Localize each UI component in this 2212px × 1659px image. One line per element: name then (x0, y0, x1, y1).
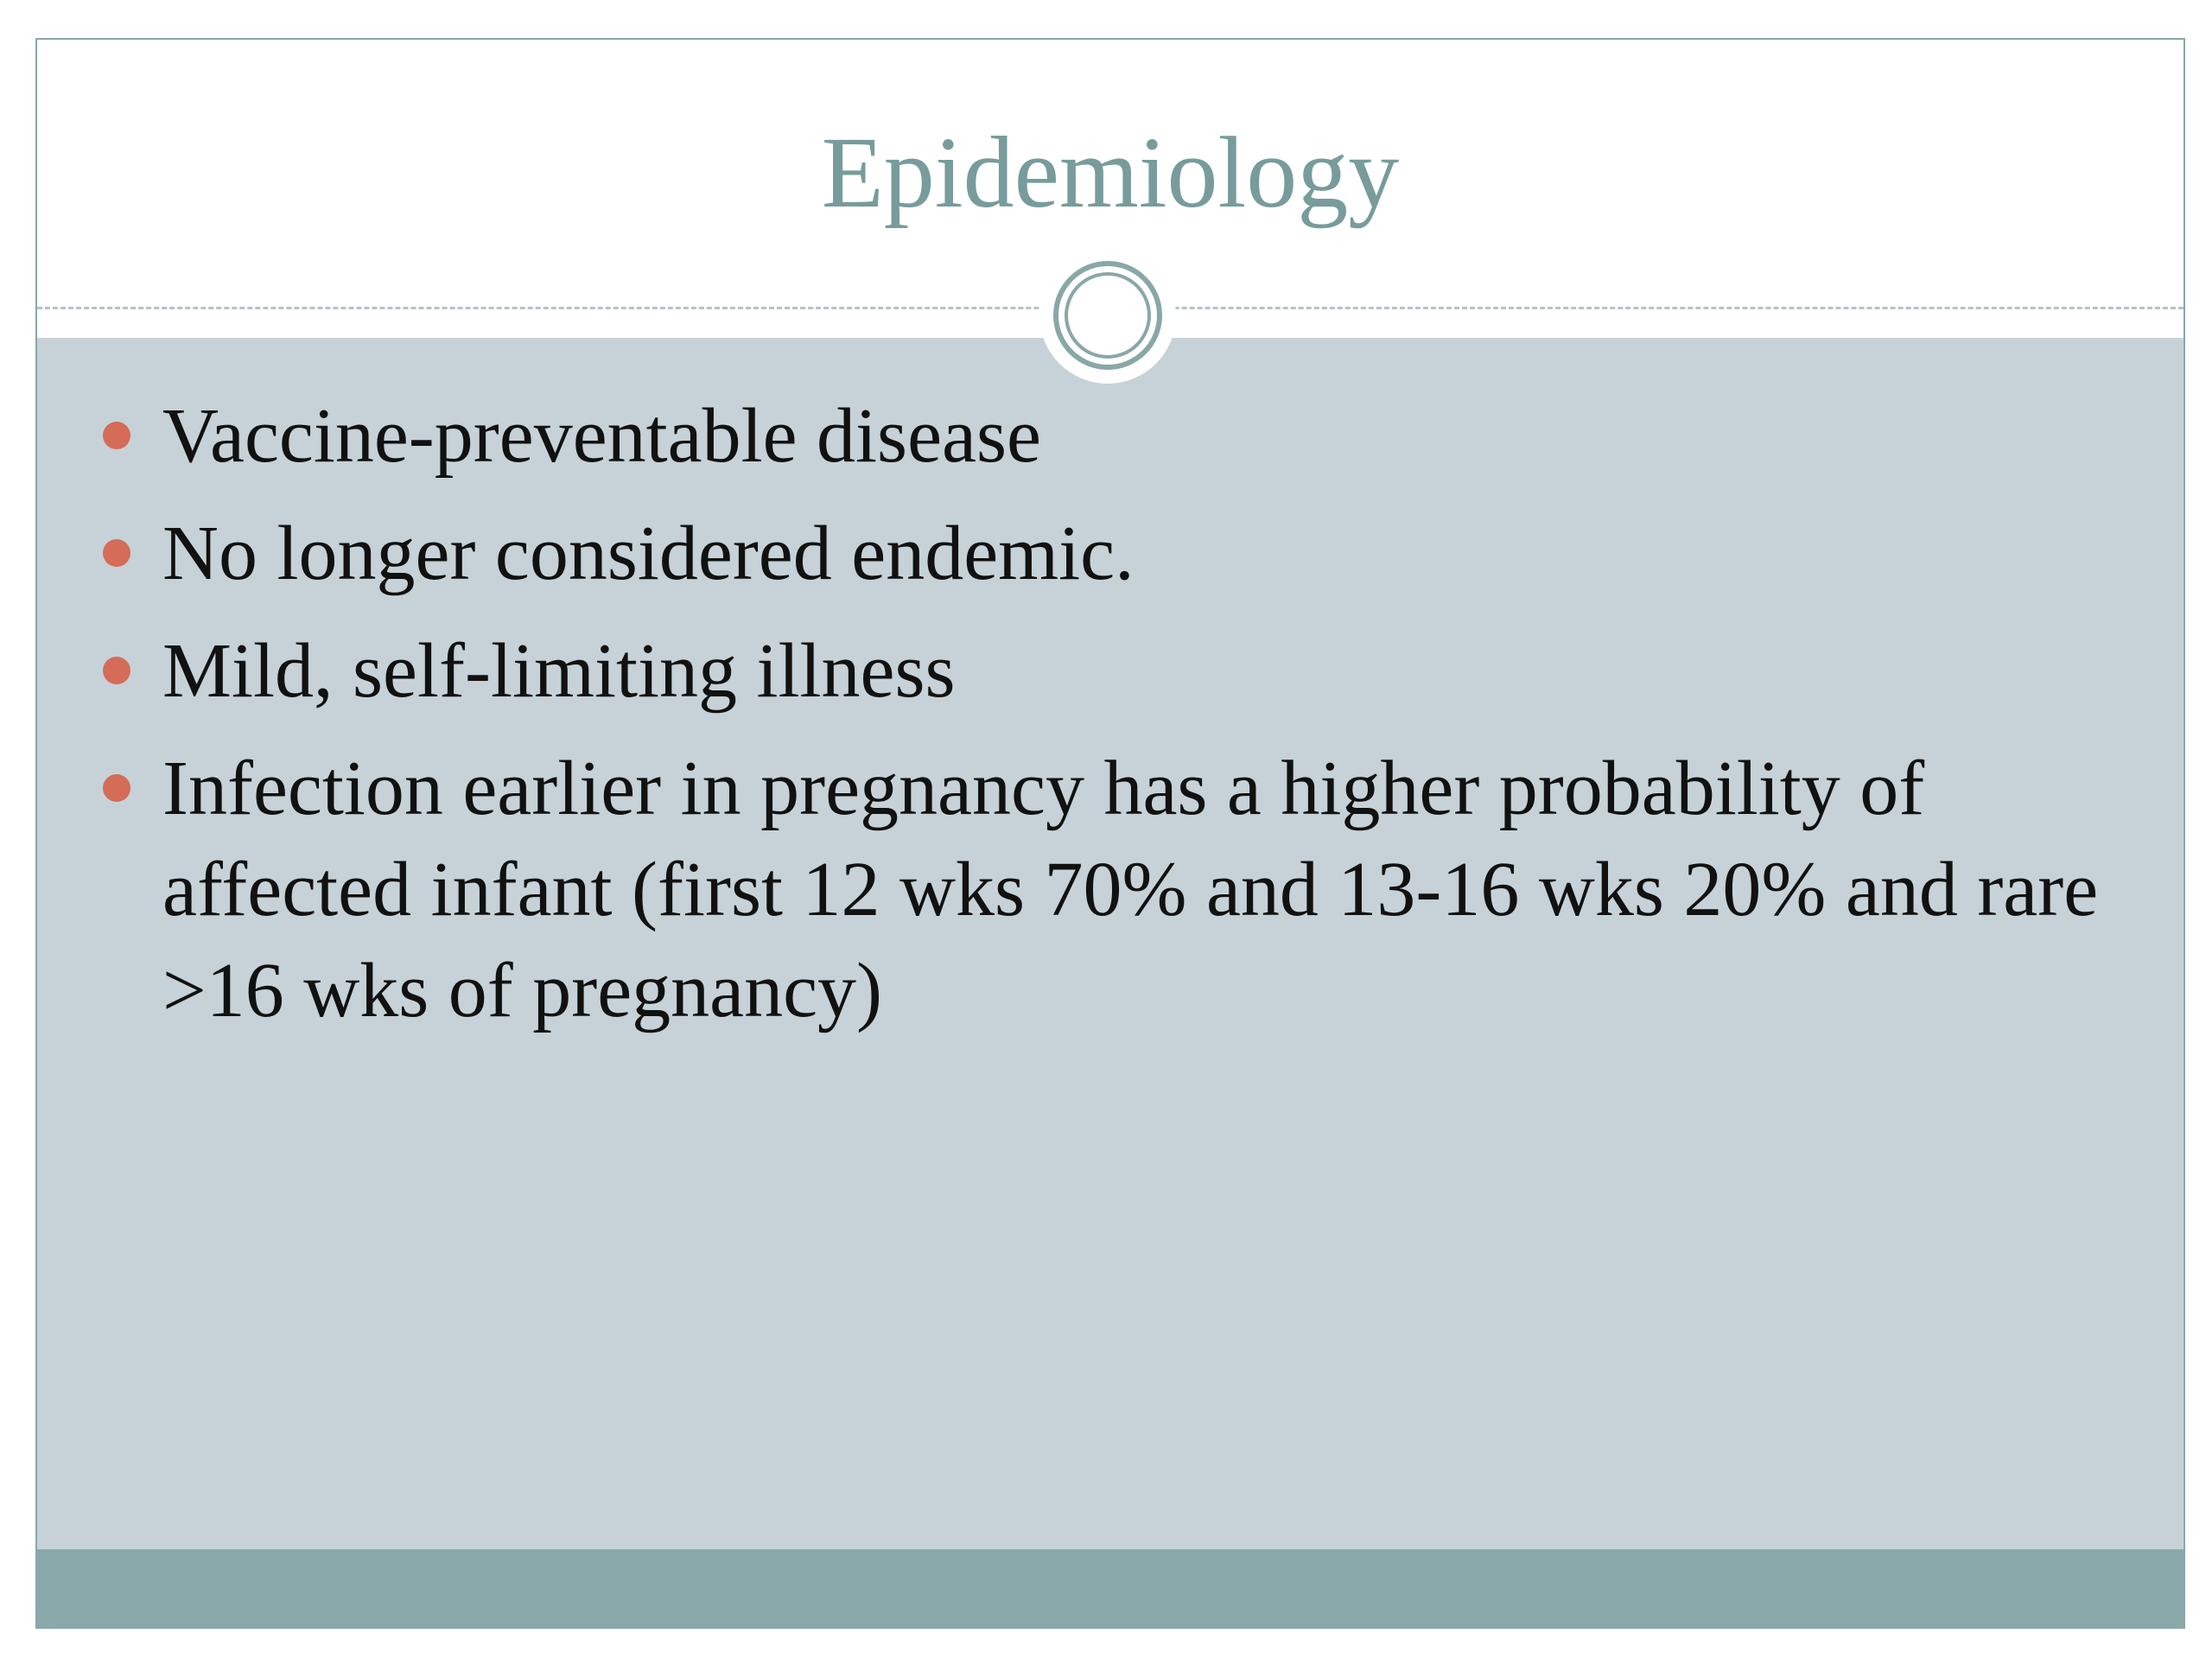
bullet-text: Infection earlier in pregnancy has a higher probability of affected infant (first 12 wks 70% and 13-16 wks 20% and rare >16 wks of pregnancy) (162, 746, 2099, 1033)
list-item (37, 738, 2183, 1041)
slide (35, 38, 2185, 1629)
footer-band (37, 1549, 2183, 1627)
bullet-icon (103, 539, 130, 567)
bullet-icon (103, 422, 130, 449)
inner-ring (1065, 272, 1151, 359)
bullet-text: Mild, self-limiting illness (162, 628, 956, 714)
bullet-icon (103, 657, 130, 684)
list-item (37, 385, 2183, 486)
bullet-icon (103, 774, 130, 802)
list-item (37, 503, 2183, 604)
bullet-list (37, 385, 2183, 1058)
bullet-text: Vaccine-preventable disease (162, 393, 1041, 479)
bullet-text: No longer considered endemic. (162, 511, 1135, 596)
slide-title: Epidemiology (821, 116, 1400, 229)
list-item (37, 620, 2183, 721)
